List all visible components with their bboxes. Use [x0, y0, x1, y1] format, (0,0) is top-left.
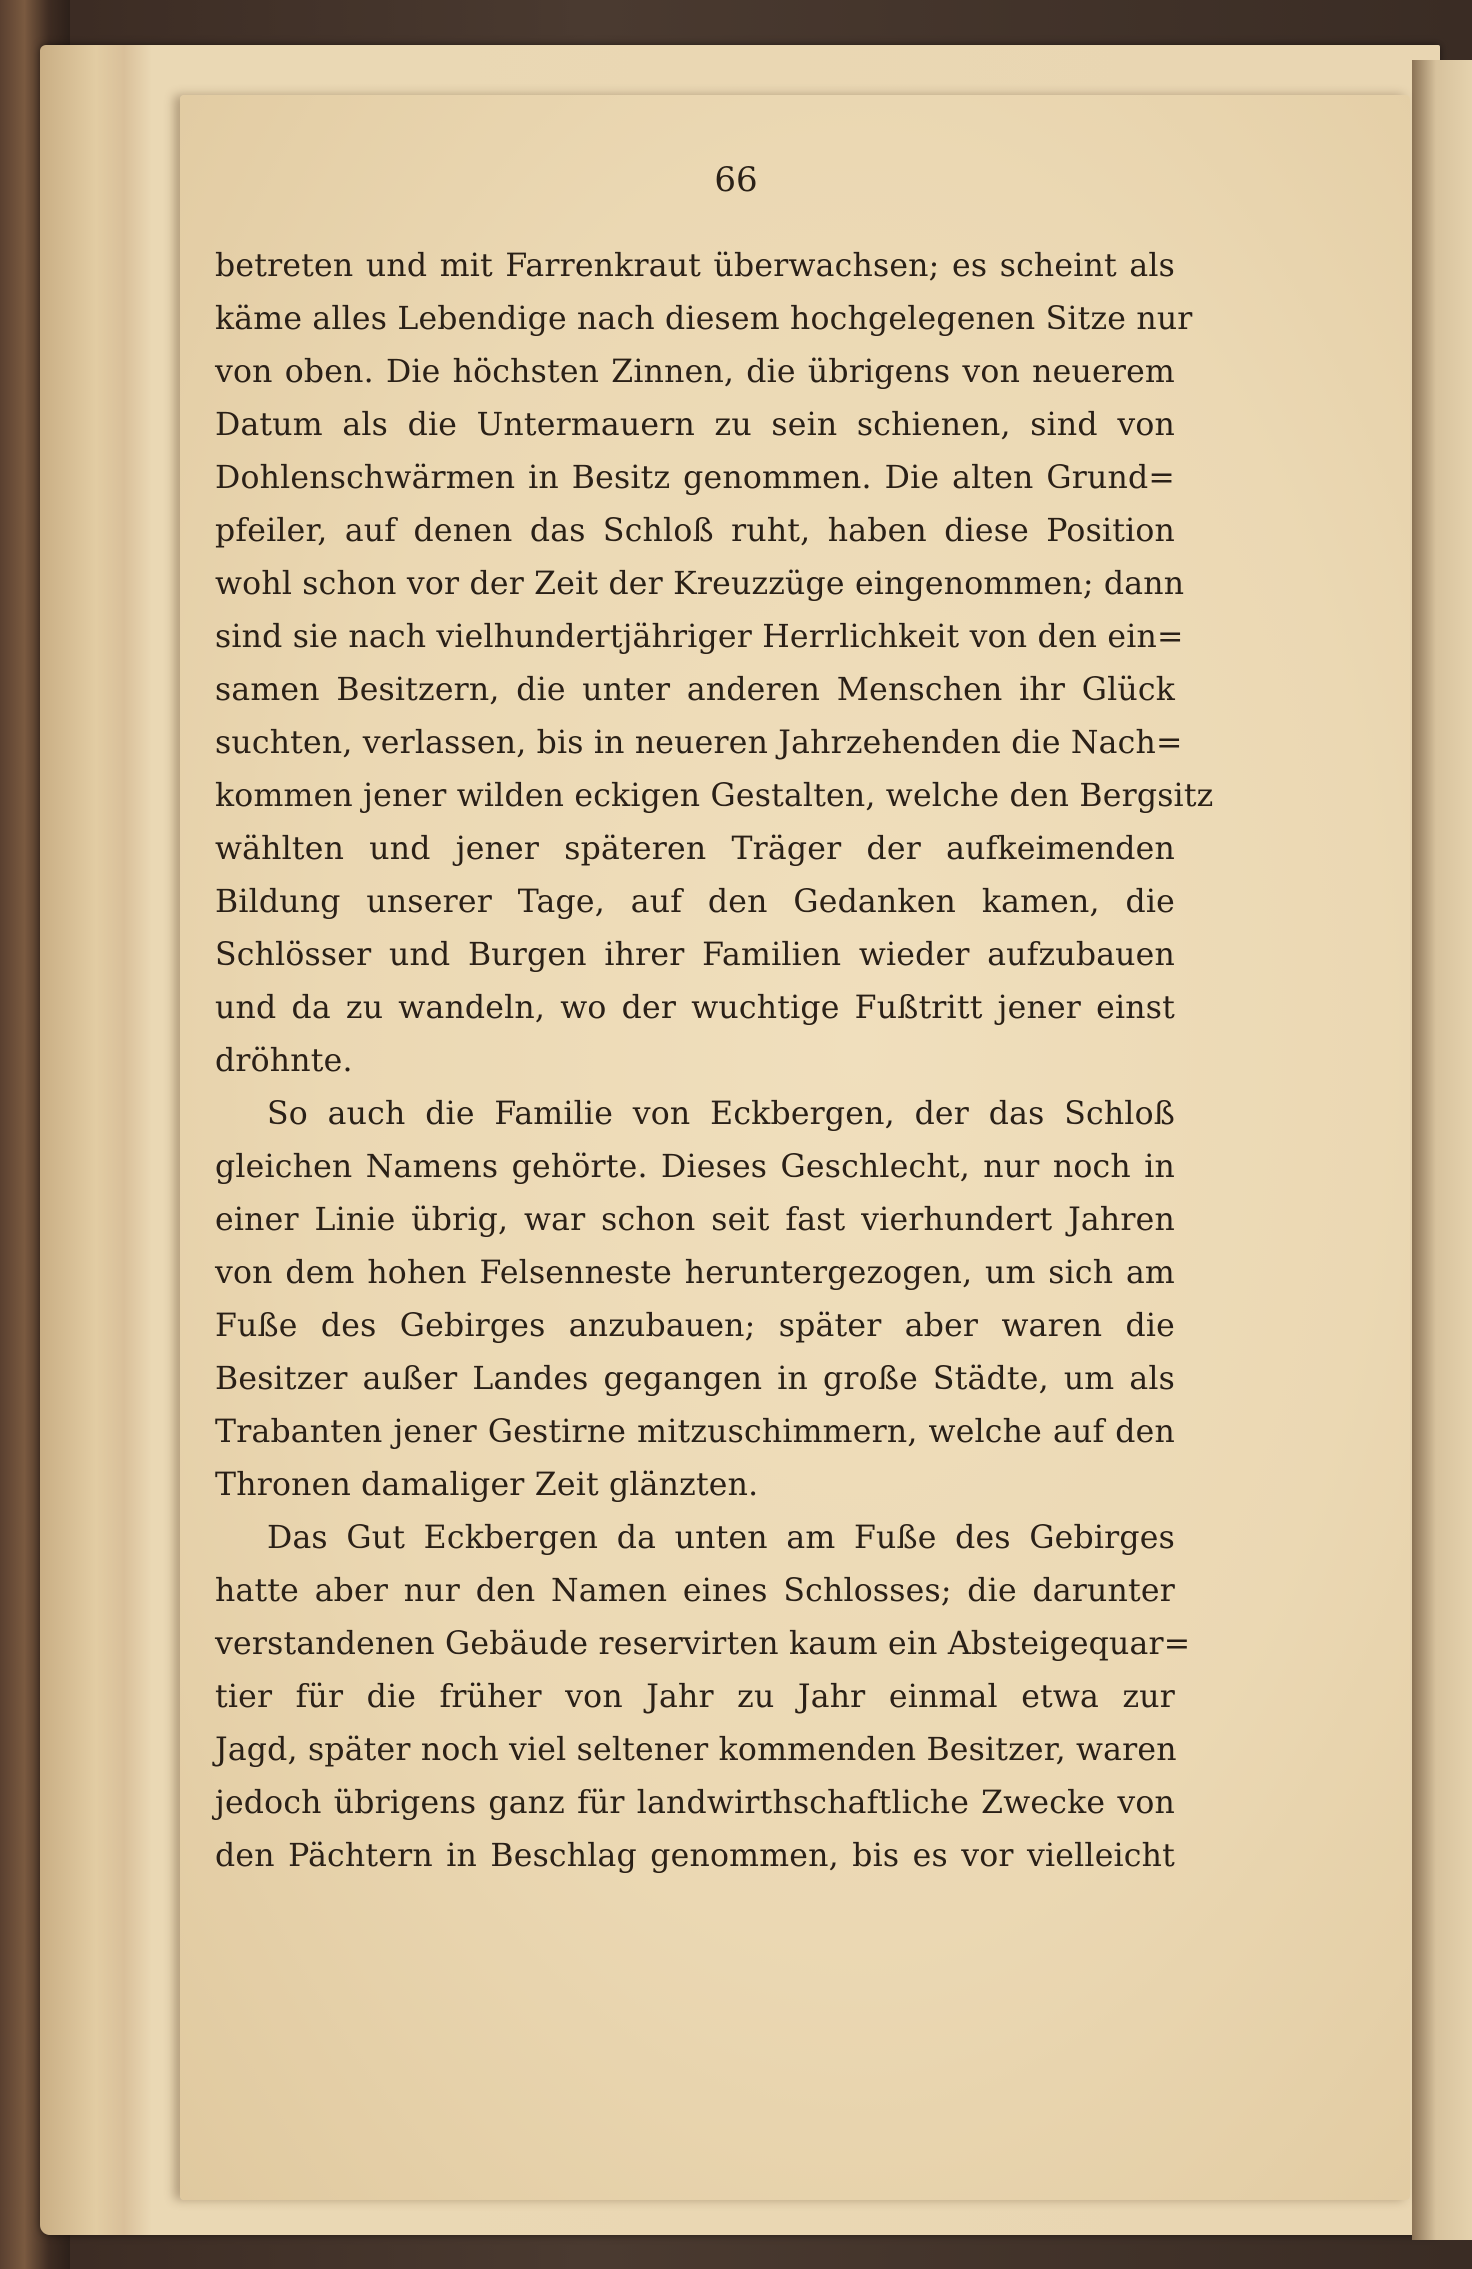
text-line: wählten und jener späteren Träger der aufkeimenden: [215, 831, 1175, 867]
text-line: einer Linie übrig, war schon seit fast vierhundert Jahren: [215, 1202, 1175, 1238]
text-line: Bildung unserer Tage, auf den Gedanken kamen, die: [215, 884, 1175, 920]
text-line: So auch die Familie von Eckbergen, der das Schloß: [267, 1096, 1175, 1132]
text-line: suchten, verlassen, bis in neueren Jahrzehenden die Nach=: [215, 725, 1183, 761]
text-line: pfeiler, auf denen das Schloß ruht, haben diese Position: [215, 513, 1175, 549]
text-line: Fuße des Gebirges anzubauen; später aber waren die: [215, 1308, 1175, 1344]
text-line: hatte aber nur den Namen eines Schlosses; die darunter: [215, 1573, 1175, 1609]
text-line: Besitzer außer Landes gegangen in große Städte, um als: [215, 1361, 1175, 1397]
text-line: Trabanten jener Gestirne mitzuschimmern, welche auf den: [215, 1414, 1175, 1450]
text-line: jedoch übrigens ganz für landwirthschaftliche Zwecke von: [215, 1785, 1175, 1821]
text-line: samen Besitzern, die unter anderen Menschen ihr Glück: [215, 672, 1175, 708]
text-line: sind sie nach vielhundertjähriger Herrlichkeit von den ein=: [215, 619, 1184, 655]
text-line: Datum als die Untermauern zu sein schienen, sind von: [215, 407, 1175, 443]
text-line: gleichen Namens gehörte. Dieses Geschlecht, nur noch in: [215, 1149, 1175, 1185]
page-body-text: [215, 240, 1214, 1883]
text-line: Dohlenschwärmen in Besitz genommen. Die alten Grund=: [215, 460, 1175, 496]
text-line: von oben. Die höchsten Zinnen, die übrigens von neuerem: [215, 354, 1175, 390]
text-line: Das Gut Eckbergen da unten am Fuße des Gebirges: [267, 1520, 1175, 1556]
text-line: Jagd, später noch viel seltener kommenden Besitzer, waren: [215, 1732, 1177, 1768]
text-line: betreten und mit Farrenkraut überwachsen; es scheint als: [215, 248, 1175, 284]
page-number: 66: [714, 160, 758, 200]
text-line: von dem hohen Felsenneste heruntergezogen, um sich am: [215, 1255, 1175, 1291]
text-line: verstandenen Gebäude reservirten kaum ein Absteigequar=: [215, 1626, 1191, 1662]
text-line: käme alles Lebendige nach diesem hochgelegenen Sitze nur: [215, 301, 1193, 337]
facing-page-edge: [1412, 60, 1472, 2240]
text-line: Schlösser und Burgen ihrer Familien wieder aufzubauen: [215, 937, 1175, 973]
text-line: tier für die früher von Jahr zu Jahr einmal etwa zur: [215, 1679, 1175, 1715]
text-line: wohl schon vor der Zeit der Kreuzzüge eingenommen; dann: [215, 566, 1185, 602]
text-line: Thronen damaliger Zeit glänzten.: [215, 1467, 759, 1503]
text-line: den Pächtern in Beschlag genommen, bis es vor vielleicht: [215, 1838, 1175, 1874]
text-line: und da zu wandeln, wo der wuchtige Fußtritt jener einst: [215, 990, 1175, 1026]
text-line: kommen jener wilden eckigen Gestalten, welche den Bergsitz: [215, 778, 1214, 814]
text-line: dröhnte.: [215, 1043, 353, 1079]
